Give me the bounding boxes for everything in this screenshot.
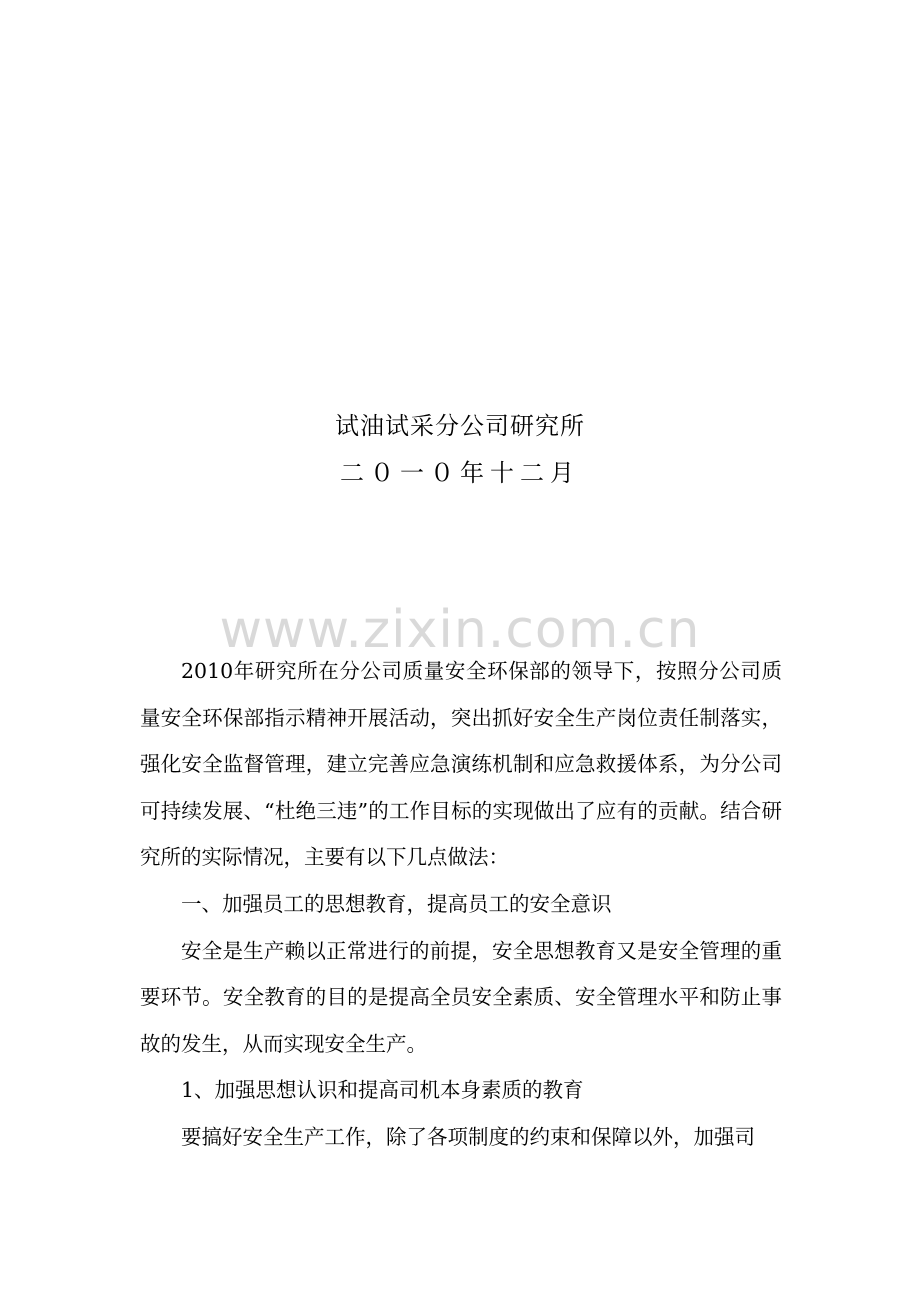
organization-name: 试油试采分公司研究所: [335, 412, 585, 440]
paragraph-safety-education: 安全是生产赖以正常进行的前提，安全思想教育又是安全管理的重要环节。安全教育的目的是提高全员安全素质、安全管理水平和防止事故的发生，从而实现安全生产。: [140, 938, 782, 1056]
subsection-heading-1: 1、加强思想认识和提高司机本身素质的教育: [181, 1078, 584, 1103]
watermark: www.zixin.com.cn: [219, 600, 701, 660]
section-heading-1: 一、加强员工的思想教育，提高员工的安全意识: [181, 891, 612, 916]
document-body: [140, 648, 782, 1161]
paragraph-continued: 要搞好安全生产工作，除了各项制度的约束和保障以外，加强司: [181, 1124, 755, 1149]
report-date: 二０一０年十二月: [340, 459, 580, 487]
paragraph-intro: 2010年研究所在分公司质量安全环保部的领导下，按照分公司质量安全环保部指示精神开展活动，突出抓好安全生产岗位责任制落实，强化安全监督管理，建立完善应急演练机制和应急救援体系，为分公司可持续发展、“杜绝三违”的工作目标的实现做出了应有的贡献。结合研究所的实际情况，主要有以下几点做法：: [140, 659, 782, 870]
